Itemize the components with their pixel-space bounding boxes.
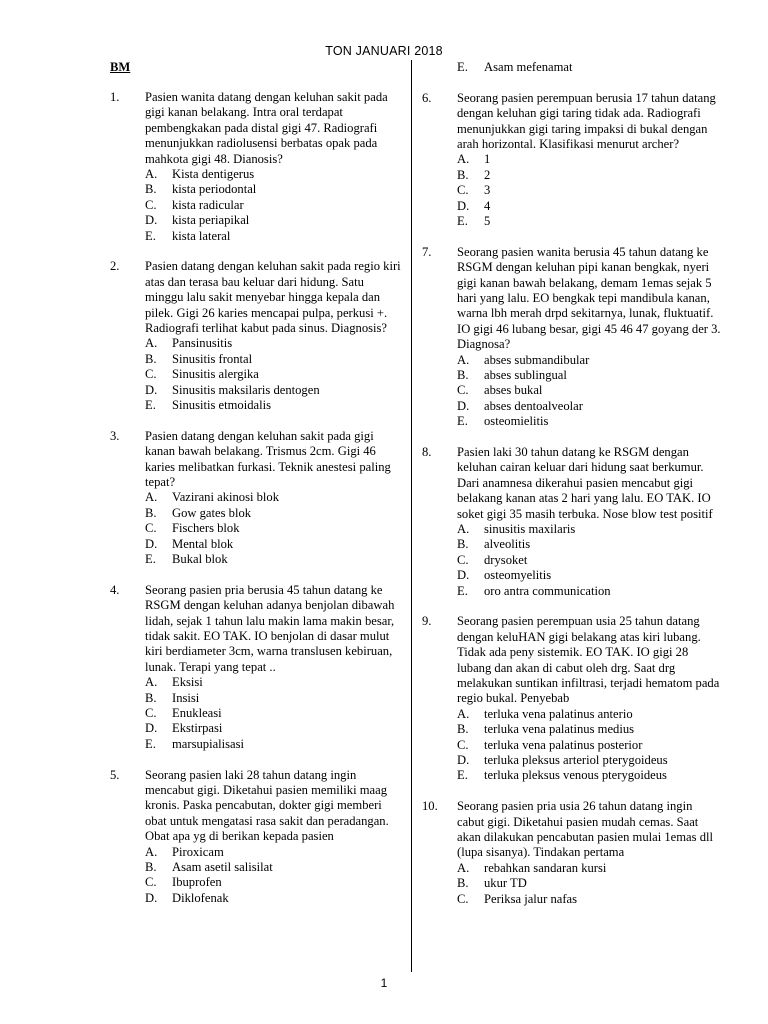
option-text: 3: [484, 183, 491, 198]
option-text: osteomyelitis: [484, 568, 552, 583]
option-letter: B.: [457, 367, 469, 382]
answer-option: [422, 414, 722, 429]
question-text: Seorang pasien laki 28 tahun datang ingin mencabut gigi. Diketahui pasien memiliki maag kronis. Paska pencabutan, dokter gigi memberi obat untuk mengatasi rasa sakit dan peradangan. Obat apa yg di berikan kepada pasien: [145, 767, 389, 844]
option-letter: C.: [145, 197, 157, 212]
option-text: Ekstirpasi: [172, 721, 223, 736]
right-question-list: [422, 91, 722, 907]
option-list: [110, 336, 402, 413]
answer-option: [110, 336, 402, 351]
option-text: Ibuprofen: [172, 875, 222, 890]
option-list: [110, 675, 402, 752]
option-letter: A.: [457, 860, 470, 875]
option-letter: B.: [145, 859, 157, 874]
option-text: sinusitis maxilaris: [484, 521, 576, 536]
option-text: rebahkan sandaran kursi: [484, 860, 607, 875]
answer-option: [110, 367, 402, 382]
answer-option: [110, 691, 402, 706]
option-letter: D.: [145, 890, 158, 905]
option-text: 2: [484, 167, 491, 182]
question-stem: [110, 259, 402, 336]
question-text: Pasien datang dengan keluhan sakit pada regio kiri atas dan terasa bau keluar dari hidung. Satu minggu lalu sakit menyebar hingga kepala dan pilek. Gigi 26 karies mencapai pulpa, perkusi +. Radiografi terlihat kabut pada sinus. Diagnosis?: [145, 259, 401, 335]
answer-option: [422, 152, 722, 167]
option-letter: A.: [145, 490, 158, 505]
option-text: Eksisi: [172, 675, 203, 690]
option-text: terluka vena palatinus anterio: [484, 706, 633, 721]
question-number: 3.: [110, 428, 120, 443]
answer-option: [422, 584, 722, 599]
answer-option: [422, 183, 722, 198]
answer-option: [422, 768, 722, 783]
question-number: 2.: [110, 259, 120, 274]
option-letter: A.: [457, 521, 470, 536]
page-header-title: TON JANUARI 2018: [325, 44, 443, 58]
question-number: 9.: [422, 614, 432, 629]
option-text: Sinusitis frontal: [172, 351, 253, 366]
answer-option: [422, 753, 722, 768]
continued-option: [422, 60, 722, 75]
left-column: [110, 60, 402, 921]
answer-option: [110, 383, 402, 398]
option-text: abses submandibular: [484, 352, 590, 367]
option-text: marsupialisasi: [172, 736, 245, 751]
question-item: [422, 799, 722, 907]
option-text: Fischers blok: [172, 521, 240, 536]
option-text: abses bukal: [484, 383, 543, 398]
option-letter: A.: [457, 152, 470, 167]
answer-option: [110, 182, 402, 197]
option-letter: E.: [457, 583, 468, 598]
option-text: Bukal blok: [172, 551, 228, 566]
question-stem: [110, 583, 402, 675]
option-text: Sinusitis etmoidalis: [172, 397, 272, 412]
option-list: [422, 353, 722, 430]
option-letter: B.: [145, 182, 157, 197]
answer-option: [422, 553, 722, 568]
option-letter: B.: [457, 722, 469, 737]
answer-option: [422, 383, 722, 398]
question-stem: [422, 91, 722, 153]
answer-option: [422, 537, 722, 552]
answer-option: [422, 522, 722, 537]
option-letter: B.: [145, 351, 157, 366]
option-letter: C.: [145, 875, 157, 890]
page-number: 1: [380, 976, 388, 990]
answer-option: [422, 368, 722, 383]
option-text: Piroxicam: [172, 844, 224, 859]
option-text: drysoket: [484, 552, 528, 567]
question-item: [422, 614, 722, 783]
option-text: 5: [484, 213, 491, 228]
option-text: 1: [484, 152, 491, 167]
answer-option: [422, 399, 722, 414]
option-text: kista lateral: [172, 228, 231, 243]
option-list: [422, 522, 722, 599]
option-letter: B.: [457, 876, 469, 891]
question-stem: [422, 614, 722, 706]
question-item: [422, 445, 722, 599]
right-column: [422, 60, 722, 922]
left-question-list: [110, 90, 402, 906]
option-text: Periksa jalur nafas: [484, 891, 578, 906]
answer-option: [110, 552, 402, 567]
question-item: [110, 583, 402, 752]
option-letter: C.: [457, 552, 469, 567]
option-text: kista radicular: [172, 197, 244, 212]
question-stem: [110, 429, 402, 491]
option-letter: A.: [145, 844, 158, 859]
question-item: [422, 91, 722, 230]
answer-option: [110, 721, 402, 736]
answer-option: [110, 490, 402, 505]
option-text: terluka pleksus arteriol pterygoideus: [484, 752, 668, 767]
answer-option: [422, 722, 722, 737]
question-number: 5.: [110, 767, 120, 782]
answer-option: [110, 521, 402, 536]
option-list: [422, 152, 722, 229]
option-text: terluka pleksus venous pterygoideus: [484, 768, 667, 783]
option-text: Vazirani akinosi blok: [172, 490, 280, 505]
answer-option: [110, 875, 402, 890]
option-text: osteomielitis: [484, 414, 549, 429]
option-text: Asam asetil salisilat: [172, 859, 273, 874]
option-letter: D.: [145, 536, 158, 551]
option-letter: D.: [145, 721, 158, 736]
question-number: 1.: [110, 90, 120, 104]
question-stem: [422, 445, 722, 522]
option-letter: D.: [457, 752, 470, 767]
answer-option: [110, 352, 402, 367]
section-label: BM: [110, 60, 131, 74]
answer-option: [110, 537, 402, 552]
option-text: Asam mefenamat: [484, 60, 573, 74]
option-list: [110, 490, 402, 567]
option-text: oro antra communication: [484, 583, 611, 598]
option-letter: C.: [457, 183, 469, 198]
option-list: [110, 167, 402, 244]
option-text: Sinusitis alergika: [172, 367, 259, 382]
question-stem: [110, 90, 402, 167]
option-text: ukur TD: [484, 876, 527, 891]
question-item: [110, 768, 402, 907]
option-letter: C.: [457, 737, 469, 752]
question-number: 4.: [110, 582, 120, 597]
option-list: [422, 707, 722, 784]
answer-option: [422, 168, 722, 183]
option-text: terluka vena palatinus medius: [484, 722, 635, 737]
option-text: terluka vena palatinus posterior: [484, 737, 643, 752]
option-letter: E.: [457, 213, 468, 228]
option-letter: B.: [457, 537, 469, 552]
option-letter: A.: [145, 336, 158, 351]
answer-option: [110, 398, 402, 413]
question-stem: [110, 768, 402, 845]
option-letter: E.: [457, 60, 468, 74]
option-text: Pansinusitis: [172, 336, 233, 351]
question-text: Seorang pasien pria usia 26 tahun datang ingin cabut gigi. Diketahui pasien mudah cemas. Saat akan dilakukan pencabutan pasien mulai 1emas dll (lupa sisanya). Tindakan pertama: [457, 799, 713, 860]
option-letter: D.: [145, 382, 158, 397]
answer-option: [422, 214, 722, 229]
question-text: Seorang pasien perempuan usia 25 tahun datang dengan keluHAN gigi belakang atas kiri lubang. Tidak ada peny sistemik. EO TAK. IO gigi 28 lubang dan akan di cabut oleh drg. Saat drg melakukan suntikan infiltrasi, terjadi hematom pada regio bukal. Penyebab: [457, 614, 720, 706]
option-text: 4: [484, 198, 491, 213]
option-letter: B.: [457, 167, 469, 182]
option-letter: E.: [457, 414, 468, 429]
option-text: Mental blok: [172, 536, 234, 551]
question-stem: [422, 245, 722, 353]
answer-option: [422, 861, 722, 876]
option-text: abses dentoalveolar: [484, 398, 583, 413]
answer-option: [110, 167, 402, 182]
answer-option: [110, 229, 402, 244]
question-item: [110, 259, 402, 413]
option-letter: A.: [457, 706, 470, 721]
option-letter: E.: [145, 397, 156, 412]
option-letter: C.: [457, 891, 469, 906]
option-text: abses sublingual: [484, 367, 567, 382]
question-number: 6.: [422, 90, 432, 105]
option-text: Kista dentigerus: [172, 167, 255, 182]
option-text: kista periapikal: [172, 213, 250, 228]
question-number: 7.: [422, 244, 432, 259]
option-letter: A.: [457, 352, 470, 367]
answer-option: [422, 353, 722, 368]
option-text: kista periodontal: [172, 182, 257, 197]
answer-option: [422, 892, 722, 907]
option-text: Sinusitis maksilaris dentogen: [172, 382, 320, 397]
column-divider: [411, 60, 412, 972]
option-letter: B.: [145, 690, 157, 705]
question-item: [110, 90, 402, 244]
option-letter: B.: [145, 505, 157, 520]
option-letter: D.: [145, 213, 158, 228]
option-letter: C.: [145, 367, 157, 382]
option-letter: C.: [457, 383, 469, 398]
question-text: Seorang pasien pria berusia 45 tahun datang ke RSGM dengan keluhan adanya benjolan dibawah lidah, sejak 1 tahun lalu makin lama makin besar, tidak sakit. EO TAK. IO benjolan di dasar mulut kiri berdiameter 3cm, warna translusen kebiruan, lunak. Terapi yang tepat ..: [145, 582, 395, 674]
question-item: [110, 429, 402, 568]
answer-option: [110, 198, 402, 213]
option-letter: E.: [145, 551, 156, 566]
answer-option: [110, 706, 402, 721]
option-text: Gow gates blok: [172, 505, 252, 520]
option-text: Insisi: [172, 690, 200, 705]
question-text: Pasien laki 30 tahun datang ke RSGM dengan keluhan cairan keluar dari hidung saat berkumur. Dari anamnesa dikerahui pasien mencabut gigi belakang kanan atas 2 hari yang lalu. EO TAK. IO soket gigi 35 masih terbuka. Nose blow test positif: [457, 444, 713, 521]
answer-option: [110, 675, 402, 690]
question-text: Seorang pasien wanita berusia 45 tahun datang ke RSGM dengan keluhan pipi kanan bengkak, nyeri gigi kanan bawah belakang, demam 1emas sejak 5 hari yang lalu. EO bengkak tepi mandibula kanan, warna lbh merah drpd sekitarnya, lunak, fluktuatif. IO gigi 46 lubang besar, gigi 45 46 47 goyang der 3. Diagnosa?: [457, 244, 721, 352]
question-number: 10.: [422, 799, 438, 814]
option-letter: E.: [457, 768, 468, 783]
answer-option: [422, 568, 722, 583]
option-letter: E.: [145, 736, 156, 751]
option-letter: A.: [145, 167, 158, 182]
question-number: 8.: [422, 444, 432, 459]
option-letter: E.: [145, 228, 156, 243]
option-list: [110, 845, 402, 907]
answer-option: [110, 506, 402, 521]
question-stem: [422, 799, 722, 861]
answer-option: [422, 876, 722, 891]
question-item: [422, 245, 722, 430]
option-list: [422, 861, 722, 907]
option-letter: D.: [457, 198, 470, 213]
option-text: alveolitis: [484, 537, 531, 552]
option-letter: C.: [145, 521, 157, 536]
answer-option: [110, 845, 402, 860]
question-text: Pasien datang dengan keluhan sakit pada gigi kanan bawah belakang. Trismus 2cm. Gigi 46 karies melibatkan furkasi. Teknik anestesi paling tepat?: [145, 428, 391, 489]
answer-option: [422, 707, 722, 722]
answer-option: [110, 213, 402, 228]
question-text: Pasien wanita datang dengan keluhan sakit pada gigi kanan belakang. Intra oral terdapat pembengkakan pada distal gigi 47. Radiografi menunjukkan radiolusensi berbatas opak pada mahkota gigi 48. Dianosis?: [145, 90, 388, 166]
answer-option: [422, 738, 722, 753]
option-letter: D.: [457, 398, 470, 413]
option-letter: D.: [457, 568, 470, 583]
option-letter: A.: [145, 675, 158, 690]
option-letter: C.: [145, 705, 157, 720]
option-text: Enukleasi: [172, 705, 222, 720]
answer-option: [110, 891, 402, 906]
option-text: Diklofenak: [172, 890, 229, 905]
answer-option: [110, 860, 402, 875]
answer-option: [110, 737, 402, 752]
question-text: Seorang pasien perempuan berusia 17 tahun datang dengan keluhan gigi taring tidak ada. Radiografi menunjukkan gigi taring impaksi di bukal dengan arah horizontal. Klasifikasi menurut archer?: [457, 90, 716, 151]
answer-option: [422, 199, 722, 214]
